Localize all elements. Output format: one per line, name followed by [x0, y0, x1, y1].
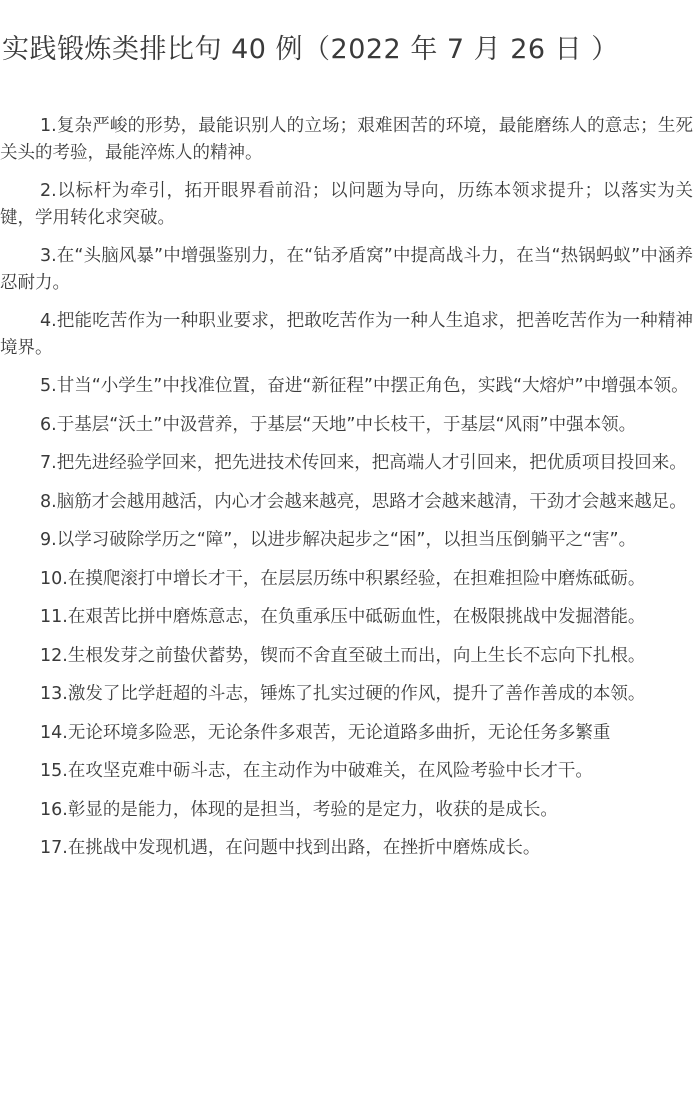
list-item: 14.无论环境多险恶，无论条件多艰苦，无论道路多曲折，无论任务多繁重: [40, 722, 611, 743]
list-item: 8.脑筋才会越用越活，内心才会越来越亮，思路才会越来越清，干劲才会越来越足。: [40, 491, 687, 512]
list-item: 6.于基层“沃土”中汲营养，于基层“天地”中长枝干，于基层“风雨”中强本领。: [40, 414, 637, 435]
list-item: 1.复杂严峻的形势，最能识别人的立场；艰难困苦的环境，最能磨练人的意志；生死关头的考验，最能淬炼人的精神。: [0, 116, 693, 163]
list-item: 16.彰显的是能力，体现的是担当，考验的是定力，收获的是成长。: [40, 799, 558, 820]
list-item: 12.生根发芽之前蛰伏蓄势，锲而不舍直至破土而出，向上生长不忘向下扎根。: [40, 645, 646, 666]
list-item: 17.在挑战中发现机遇，在问题中找到出路，在挫折中磨炼成长。: [40, 838, 541, 858]
article-body: [0, 113, 693, 874]
list-item: 10.在摸爬滚打中增长才干，在层层历练中积累经验，在担难担险中磨炼砥砺。: [40, 568, 646, 589]
list-item: 11.在艰苦比拼中磨炼意志，在负重承压中砥砺血性，在极限挑战中发掘潜能。: [40, 607, 646, 627]
list-item: 4.把能吃苦作为一种职业要求，把敢吃苦作为一种人生追求，把善吃苦作为一种精神境界。: [0, 311, 693, 358]
list-item: 5.甘当“小学生”中找准位置，奋进“新征程”中摆正角色，实践“大熔炉”中增强本领。: [40, 376, 689, 396]
list-item: 15.在攻坚克难中砺斗志，在主动作为中破难关，在风险考验中长才干。: [40, 761, 593, 781]
list-item: 9.以学习破除学历之“障”，以进步解决起步之“困”，以担当压倒躺平之“害”。: [40, 530, 637, 550]
list-item: 2.以标杆为牵引，拓开眼界看前沿；以问题为导向，历练本领求提升；以落实为关键，学用转化求突破。: [0, 181, 693, 228]
list-item: 7.把先进经验学回来，把先进技术传回来，把高端人才引回来，把优质项目投回来。: [40, 453, 687, 473]
document-title: 实践锻炼类排比句 40 例（2022 年 7 月 26 日 ）: [2, 34, 619, 65]
list-item: 3.在“头脑风暴”中增强鉴别力，在“钻矛盾窝”中提高战斗力，在当“热锅蚂蚁”中涵养忍耐力。: [0, 246, 693, 293]
list-item: 13.激发了比学赶超的斗志，锤炼了扎实过硬的作风，提升了善作善成的本领。: [40, 684, 646, 704]
